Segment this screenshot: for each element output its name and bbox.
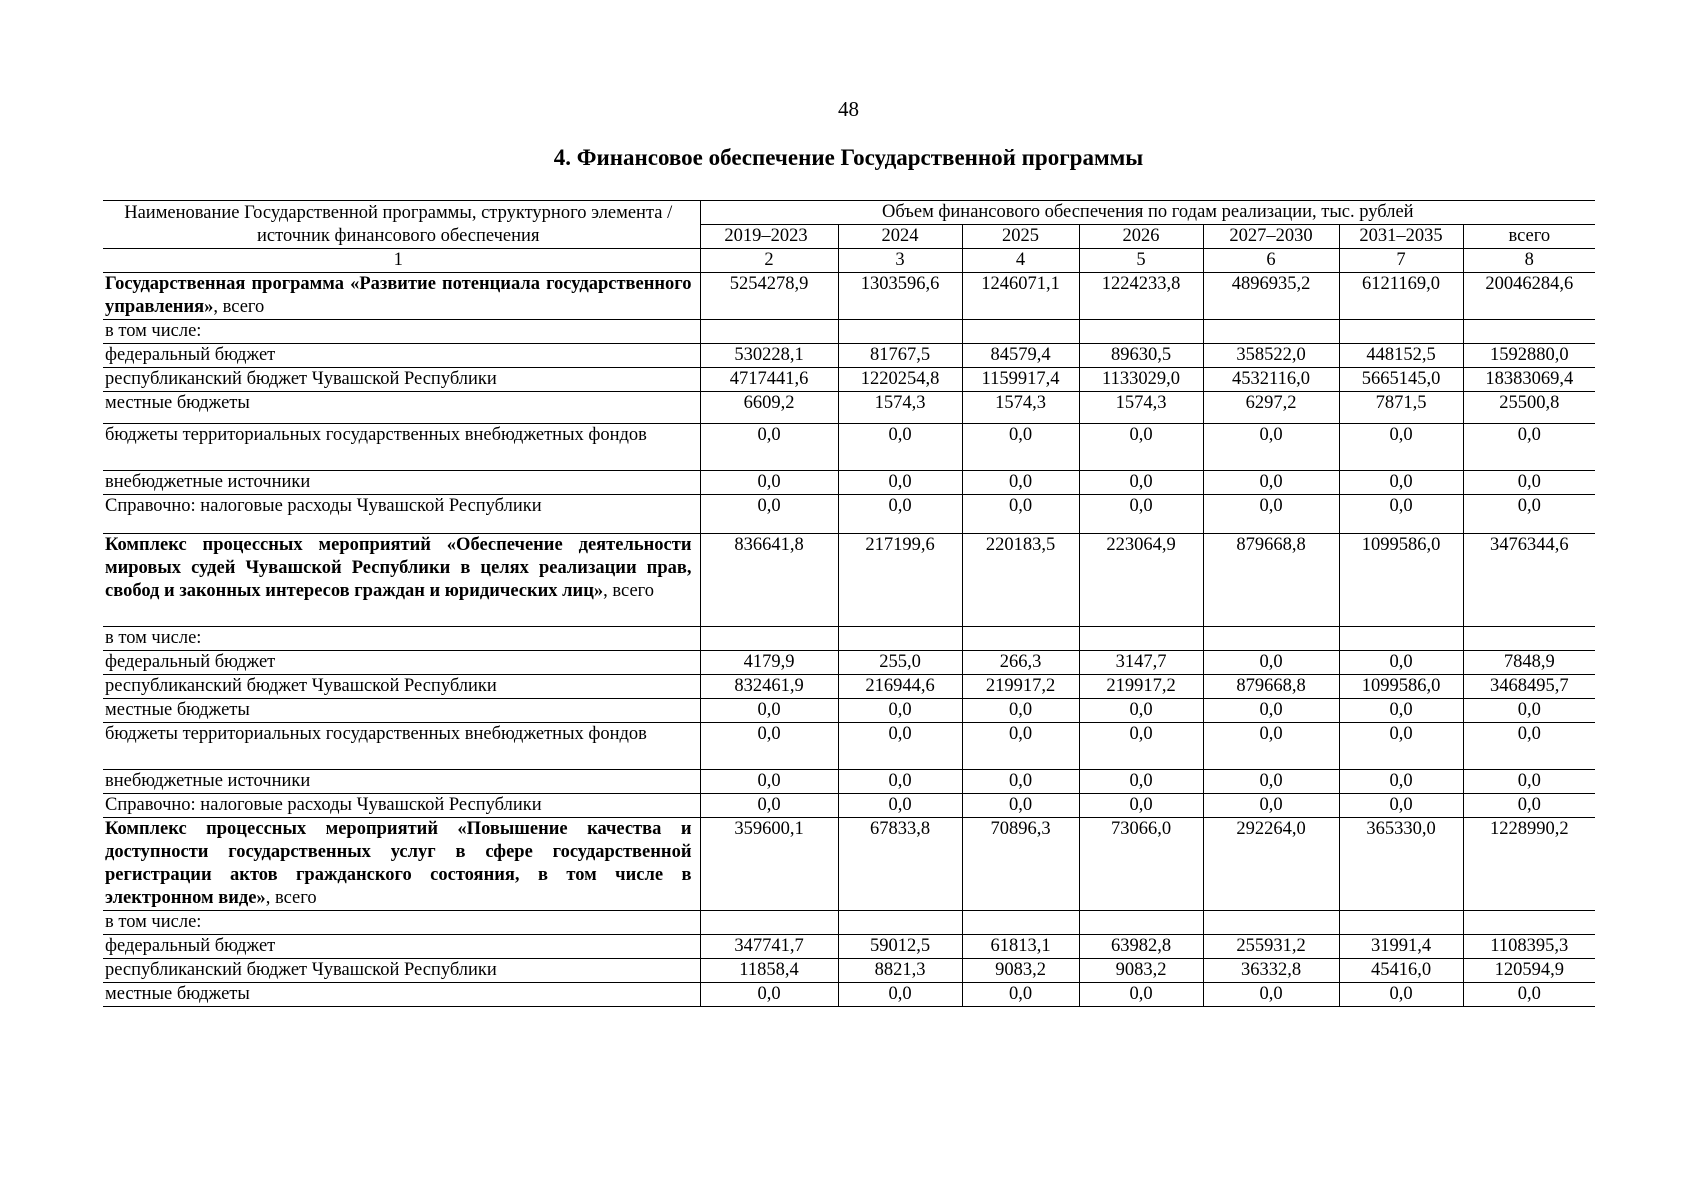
value-cell: 0,0 [962,495,1079,534]
table-row [103,344,1595,368]
value-cell: 7848,9 [1463,651,1595,675]
value-cell: 31991,4 [1339,935,1463,959]
value-cell: 0,0 [1203,424,1339,471]
value-cell: 0,0 [838,794,962,818]
value-cell: 0,0 [1203,651,1339,675]
header-name-column: Наименование Государственной программы, структурного элемента / источник финансового обеспечения [103,201,700,249]
value-cell: 1133029,0 [1079,368,1203,392]
value-cell: 3468495,7 [1463,675,1595,699]
program-title: Комплекс процессных мероприятий «Обеспечение деятельности мировых судей Чувашской Республики в целях реализации прав, свобод и законных интересов граждан и юридических лиц» [105,535,692,601]
value-cell: 879668,8 [1203,675,1339,699]
table-row [103,392,1595,424]
table-row [103,699,1595,723]
value-cell: 0,0 [1079,723,1203,770]
header-year: 2024 [838,225,962,249]
value-cell: 217199,6 [838,534,962,627]
row-label: бюджеты территориальных государственных внебюджетных фондов [103,723,700,770]
value-cell [700,627,838,651]
value-cell: 0,0 [700,794,838,818]
program-title: Комплекс процессных мероприятий «Повышение качества и доступности государственных услуг в сфере государственной регистрации актов гражданского состояния, в том числе в электронном виде» [105,819,692,908]
value-cell: 0,0 [700,424,838,471]
value-cell: 4896935,2 [1203,273,1339,320]
value-cell: 0,0 [700,723,838,770]
value-cell [962,627,1079,651]
financing-table [103,200,1595,1007]
value-cell: 223064,9 [1079,534,1203,627]
value-cell: 81767,5 [838,344,962,368]
table-row [103,818,1595,911]
value-cell: 0,0 [1079,794,1203,818]
value-cell: 0,0 [838,699,962,723]
value-cell: 216944,6 [838,675,962,699]
table-row [103,983,1595,1007]
table-row [103,770,1595,794]
value-cell: 219917,2 [962,675,1079,699]
value-cell: 67833,8 [838,818,962,911]
value-cell: 0,0 [700,471,838,495]
value-cell: 9083,2 [962,959,1079,983]
value-cell [838,320,962,344]
value-cell [838,911,962,935]
value-cell: 0,0 [1463,699,1595,723]
value-cell: 0,0 [1203,471,1339,495]
value-cell: 5665145,0 [1339,368,1463,392]
value-cell: 1099586,0 [1339,675,1463,699]
column-number: 8 [1463,249,1595,273]
value-cell: 9083,2 [1079,959,1203,983]
row-label: местные бюджеты [103,983,700,1007]
value-cell: 0,0 [1463,471,1595,495]
row-label: в том числе: [103,911,700,935]
header-year: 2026 [1079,225,1203,249]
column-number: 6 [1203,249,1339,273]
row-label: в том числе: [103,320,700,344]
value-cell: 0,0 [1339,723,1463,770]
value-cell: 0,0 [962,424,1079,471]
value-cell: 832461,9 [700,675,838,699]
value-cell [1463,320,1595,344]
table-row [103,471,1595,495]
value-cell: 70896,3 [962,818,1079,911]
value-cell: 0,0 [838,471,962,495]
header-year: 2025 [962,225,1079,249]
header-year: 2031–2035 [1339,225,1463,249]
value-cell: 0,0 [1079,983,1203,1007]
value-cell [700,320,838,344]
value-cell: 25500,8 [1463,392,1595,424]
value-cell: 1574,3 [962,392,1079,424]
value-cell [962,320,1079,344]
column-number: 3 [838,249,962,273]
value-cell: 0,0 [1203,699,1339,723]
row-label: республиканский бюджет Чувашской Республики [103,675,700,699]
value-cell: 0,0 [1339,651,1463,675]
value-cell: 0,0 [1339,424,1463,471]
table-row [103,368,1595,392]
table-row [103,794,1595,818]
row-label: местные бюджеты [103,392,700,424]
value-cell: 0,0 [962,723,1079,770]
value-cell [700,911,838,935]
column-number: 2 [700,249,838,273]
value-cell [962,911,1079,935]
value-cell: 0,0 [1463,495,1595,534]
value-cell: 6121169,0 [1339,273,1463,320]
row-label: внебюджетные источники [103,471,700,495]
value-cell: 3147,7 [1079,651,1203,675]
row-label: федеральный бюджет [103,935,700,959]
value-cell: 0,0 [1079,495,1203,534]
value-cell: 1574,3 [1079,392,1203,424]
value-cell [1203,320,1339,344]
row-label: Справочно: налоговые расходы Чувашской Республики [103,794,700,818]
value-cell: 0,0 [962,983,1079,1007]
row-label: местные бюджеты [103,699,700,723]
value-cell [1339,911,1463,935]
value-cell [1463,911,1595,935]
header-year: 2019–2023 [700,225,838,249]
value-cell: 0,0 [1463,794,1595,818]
value-cell: 0,0 [1203,770,1339,794]
row-label [103,818,700,911]
value-cell: 0,0 [1339,983,1463,1007]
value-cell: 4532116,0 [1203,368,1339,392]
program-title: Государственная программа «Развитие потенциала государственного управления» [105,274,692,317]
program-title-suffix: , всего [213,297,265,317]
value-cell: 5254278,9 [700,273,838,320]
value-cell: 0,0 [1339,495,1463,534]
value-cell: 0,0 [1339,794,1463,818]
value-cell: 0,0 [700,770,838,794]
column-number: 4 [962,249,1079,273]
value-cell [1079,627,1203,651]
value-cell [838,627,962,651]
value-cell: 0,0 [1339,699,1463,723]
value-cell: 1303596,6 [838,273,962,320]
value-cell: 0,0 [838,495,962,534]
table-row [103,534,1595,627]
value-cell [1079,320,1203,344]
row-label: в том числе: [103,627,700,651]
value-cell: 3476344,6 [1463,534,1595,627]
table-row [103,959,1595,983]
value-cell: 879668,8 [1203,534,1339,627]
value-cell: 0,0 [962,699,1079,723]
value-cell: 36332,8 [1203,959,1339,983]
value-cell: 0,0 [838,983,962,1007]
program-title-suffix: , всего [603,581,655,601]
row-label: федеральный бюджет [103,651,700,675]
table-row [103,627,1595,651]
table-row [103,320,1595,344]
table-row [103,424,1595,471]
value-cell: 73066,0 [1079,818,1203,911]
value-cell: 365330,0 [1339,818,1463,911]
value-cell: 0,0 [1463,770,1595,794]
value-cell: 836641,8 [700,534,838,627]
value-cell [1339,627,1463,651]
value-cell: 7871,5 [1339,392,1463,424]
value-cell [1203,627,1339,651]
value-cell: 1099586,0 [1339,534,1463,627]
value-cell: 0,0 [962,794,1079,818]
value-cell: 0,0 [838,770,962,794]
value-cell: 255931,2 [1203,935,1339,959]
value-cell: 530228,1 [700,344,838,368]
value-cell: 20046284,6 [1463,273,1595,320]
row-label: республиканский бюджет Чувашской Республики [103,368,700,392]
value-cell [1463,627,1595,651]
value-cell: 120594,9 [1463,959,1595,983]
row-label: республиканский бюджет Чувашской Республики [103,959,700,983]
value-cell: 1159917,4 [962,368,1079,392]
value-cell: 45416,0 [1339,959,1463,983]
value-cell: 220183,5 [962,534,1079,627]
value-cell: 0,0 [700,699,838,723]
table-row [103,675,1595,699]
row-label: бюджеты территориальных государственных внебюджетных фондов [103,424,700,471]
value-cell: 6609,2 [700,392,838,424]
value-cell: 0,0 [1203,794,1339,818]
header-year: 2027–2030 [1203,225,1339,249]
row-label [103,273,700,320]
value-cell: 0,0 [1203,495,1339,534]
value-cell: 1220254,8 [838,368,962,392]
value-cell: 0,0 [1079,699,1203,723]
column-number: 5 [1079,249,1203,273]
value-cell: 0,0 [1079,770,1203,794]
value-cell: 0,0 [700,495,838,534]
value-cell: 255,0 [838,651,962,675]
value-cell: 8821,3 [838,959,962,983]
value-cell: 0,0 [962,471,1079,495]
header-year: всего [1463,225,1595,249]
table-row [103,911,1595,935]
row-label: внебюджетные источники [103,770,700,794]
value-cell: 358522,0 [1203,344,1339,368]
value-cell: 84579,4 [962,344,1079,368]
value-cell: 63982,8 [1079,935,1203,959]
column-numbers-row [103,249,1595,273]
table-row [103,495,1595,534]
value-cell: 0,0 [1079,424,1203,471]
value-cell: 89630,5 [1079,344,1203,368]
value-cell: 266,3 [962,651,1079,675]
value-cell: 11858,4 [700,959,838,983]
row-label: Справочно: налоговые расходы Чувашской Республики [103,495,700,534]
value-cell: 1108395,3 [1463,935,1595,959]
value-cell: 0,0 [1339,471,1463,495]
value-cell: 0,0 [1339,770,1463,794]
value-cell: 0,0 [1463,983,1595,1007]
value-cell: 18383069,4 [1463,368,1595,392]
value-cell: 292264,0 [1203,818,1339,911]
value-cell: 347741,7 [700,935,838,959]
value-cell: 59012,5 [838,935,962,959]
header-volume: Объем финансового обеспечения по годам реализации, тыс. рублей [700,201,1595,225]
value-cell: 4717441,6 [700,368,838,392]
value-cell: 1246071,1 [962,273,1079,320]
value-cell: 0,0 [700,983,838,1007]
value-cell: 1592880,0 [1463,344,1595,368]
row-label: федеральный бюджет [103,344,700,368]
table-header-row [103,201,1595,225]
row-label [103,534,700,627]
value-cell: 448152,5 [1339,344,1463,368]
value-cell: 0,0 [1463,723,1595,770]
value-cell: 0,0 [962,770,1079,794]
value-cell: 61813,1 [962,935,1079,959]
table-row [103,651,1595,675]
value-cell: 0,0 [1079,471,1203,495]
value-cell: 0,0 [1203,983,1339,1007]
value-cell: 0,0 [1203,723,1339,770]
program-title-suffix: , всего [265,888,317,908]
value-cell: 219917,2 [1079,675,1203,699]
column-number: 1 [103,249,700,273]
table-row [103,723,1595,770]
value-cell [1339,320,1463,344]
value-cell: 0,0 [838,424,962,471]
value-cell: 1228990,2 [1463,818,1595,911]
value-cell: 0,0 [1463,424,1595,471]
value-cell: 1224233,8 [1079,273,1203,320]
value-cell [1203,911,1339,935]
table-row [103,935,1595,959]
table-row [103,273,1595,320]
value-cell: 1574,3 [838,392,962,424]
value-cell [1079,911,1203,935]
value-cell: 359600,1 [700,818,838,911]
value-cell: 0,0 [838,723,962,770]
value-cell: 4179,9 [700,651,838,675]
value-cell: 6297,2 [1203,392,1339,424]
page-number: 48 [838,97,859,121]
page-title: 4. Финансовое обеспечение Государственной программы [553,145,1144,170]
column-number: 7 [1339,249,1463,273]
